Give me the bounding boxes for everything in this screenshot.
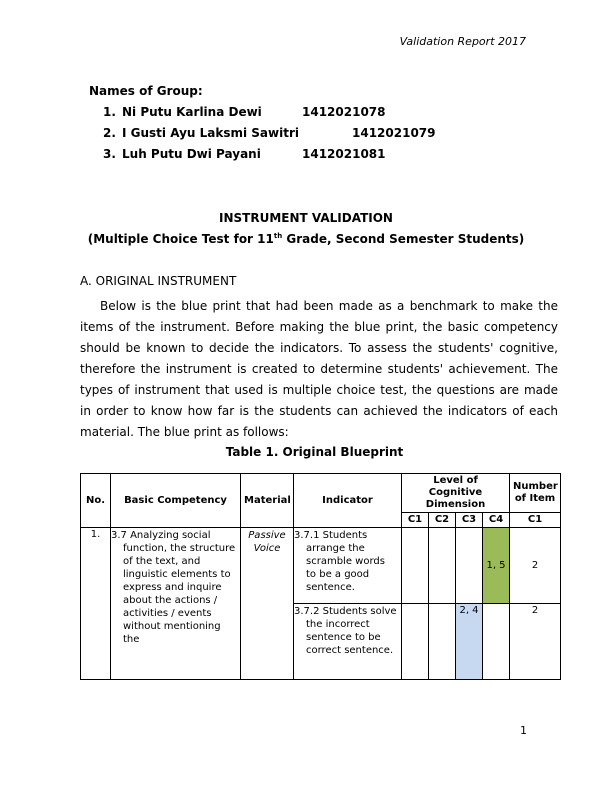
body-paragraph: Below is the blue print that had been made as a benchmark to make the items of the instrument. Before making the blue print, the basic competency should be known to decide the indicators. To assess the students' cognitive, therefore the instrument is created to determine students' achievement. The types of instrument that used is multiple choice test, the questions are made in order to know how far is the students can achieved the indicators of each material. The blue print as follows: <box>80 299 558 439</box>
member-name: Luh Putu Dwi Payani <box>122 147 261 161</box>
member-number: 2. <box>103 126 116 140</box>
cell-c1 <box>402 604 429 680</box>
subtitle-pre: (Multiple Choice Test for 11 <box>87 232 274 246</box>
header-num-item: Number of Item <box>510 474 561 513</box>
row-material: Passive Voice <box>241 528 294 680</box>
group-names <box>89 84 436 168</box>
table-caption: Table 1. Original Blueprint <box>225 445 404 459</box>
subtitle-sup: th <box>273 232 283 240</box>
member-name: I Gusti Ayu Laksmi Sawitri <box>122 126 299 140</box>
group-member <box>89 105 436 126</box>
member-id: 1412021081 <box>302 147 386 161</box>
header-level: Level of Cognitive Dimension <box>402 474 510 513</box>
header-indicator: Indicator <box>294 474 402 528</box>
group-member <box>89 126 436 147</box>
blueprint-table <box>80 473 561 680</box>
header-c2: C2 <box>429 513 456 528</box>
header-c4: C4 <box>483 513 510 528</box>
header-c3: C3 <box>456 513 483 528</box>
header-no: No. <box>81 474 111 528</box>
group-member <box>89 147 436 168</box>
cell-c3-items: 2, 4 <box>456 604 483 680</box>
cell-c2 <box>429 604 456 680</box>
member-number: 1. <box>103 105 116 119</box>
group-title: Names of Group: <box>89 84 203 98</box>
subtitle-post: Grade, Second Semester Students) <box>282 232 525 246</box>
row-no: 1. <box>81 528 111 680</box>
cell-c2 <box>429 528 456 604</box>
document-title: INSTRUMENT VALIDATION <box>219 211 393 225</box>
header-c1: C1 <box>402 513 429 528</box>
row-competency: 3.7 Analyzing social function, the structure of the text, and linguistic elements to express and inquire about the actions / activities / events without mentioning the <box>111 528 241 680</box>
document-subtitle <box>0 232 612 246</box>
page-number: 1 <box>520 724 527 737</box>
row-indicator: 3.7.2 Students solve the incorrect sentence to be correct sentence. <box>294 604 402 680</box>
member-id: 1412021079 <box>352 126 436 140</box>
cell-c4 <box>483 604 510 680</box>
section-heading: A. ORIGINAL INSTRUMENT <box>80 274 237 288</box>
header-material: Material <box>241 474 294 528</box>
member-number: 3. <box>103 147 116 161</box>
cell-count: 2 <box>510 528 561 604</box>
header-competency: Basic Competency <box>111 474 241 528</box>
row-indicator: 3.7.1 Students arrange the scramble words to be a good sentence. <box>294 528 402 604</box>
cell-c4-items: 1, 5 <box>483 528 510 604</box>
cell-c3 <box>456 528 483 604</box>
header-num-item-sub: C1 <box>510 513 561 528</box>
cell-count: 2 <box>510 604 561 680</box>
cell-c1 <box>402 528 429 604</box>
member-id: 1412021078 <box>302 105 386 119</box>
page-header: Validation Report 2017 <box>399 35 526 48</box>
member-name: Ni Putu Karlina Dewi <box>122 105 262 119</box>
